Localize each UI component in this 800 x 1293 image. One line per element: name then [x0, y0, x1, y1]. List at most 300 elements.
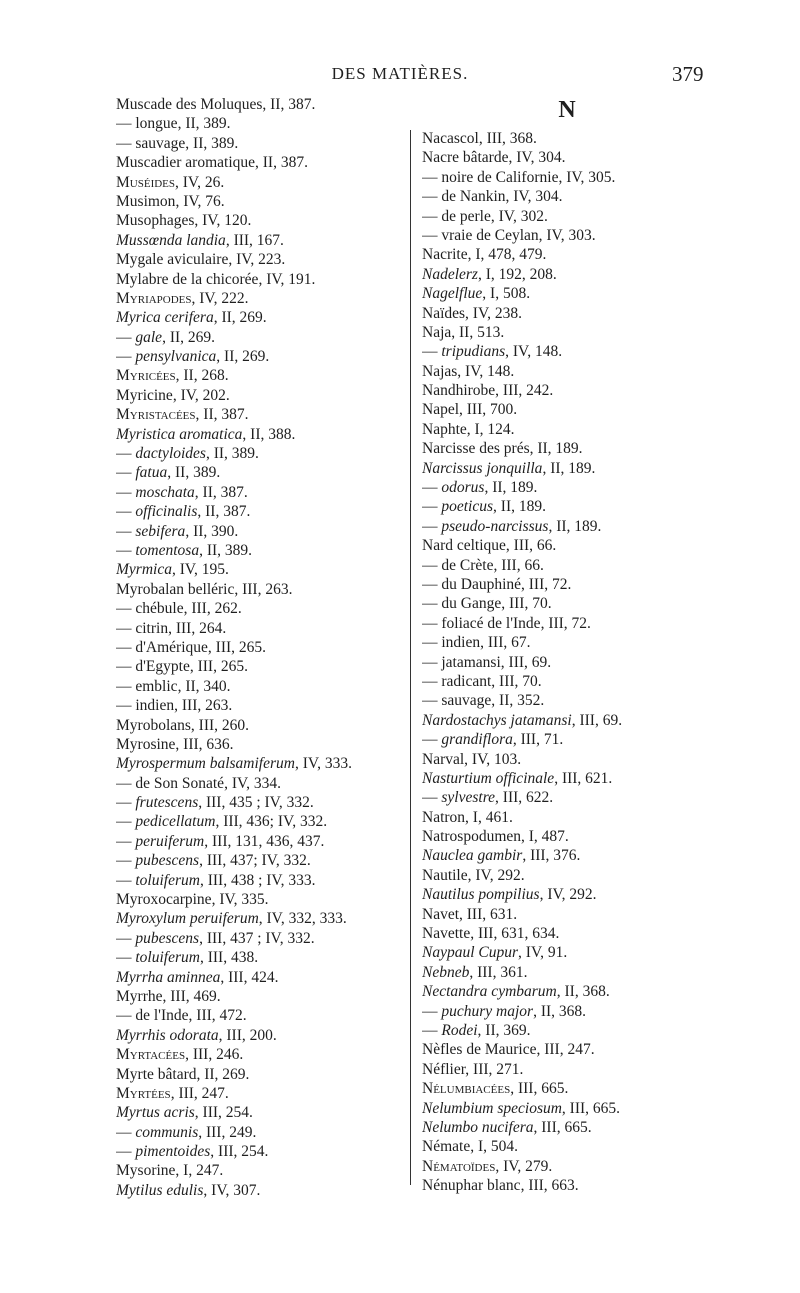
entry-term: communis	[135, 1123, 199, 1141]
entry-term: pubescens	[135, 852, 200, 870]
entry-dash: —	[116, 929, 136, 947]
entry-term: Narcisse des prés	[422, 440, 530, 458]
entry-dash: —	[116, 832, 136, 850]
index-entry	[422, 866, 712, 885]
entry-term: fatua	[135, 464, 168, 482]
entry-term: citrin	[135, 619, 169, 637]
entry-reference: , III, 700.	[459, 401, 518, 419]
entry-reference: , IV, 292.	[539, 886, 597, 904]
entry-term: Narcissus jonquilla	[422, 459, 543, 477]
entry-dash: —	[116, 677, 136, 695]
index-entry	[116, 929, 398, 948]
index-entry	[116, 696, 398, 715]
index-entry	[422, 129, 712, 148]
entry-reference: , III, 71.	[512, 731, 564, 749]
entry-dash: —	[116, 483, 136, 501]
entry-reference: , I, 192, 208.	[477, 265, 557, 283]
entry-reference: , IV, 304.	[508, 149, 566, 167]
index-entry	[116, 153, 398, 172]
entry-dash: —	[116, 697, 136, 715]
entry-dash: —	[422, 614, 442, 632]
entry-reference: , III, 247.	[170, 1084, 229, 1102]
entry-reference: , IV, 191.	[258, 270, 316, 288]
entry-term: Nèfles de Maurice	[422, 1041, 537, 1059]
entry-reference: , III, 438.	[199, 949, 259, 967]
entry-reference: , III, 376.	[522, 847, 581, 865]
entry-reference: , III, 67.	[480, 634, 531, 652]
entry-term: foliacé de l'Inde	[441, 614, 541, 632]
index-column-left	[116, 95, 398, 1200]
entry-term: vraie de Ceylan	[441, 226, 539, 244]
entry-dash: —	[116, 1123, 136, 1141]
index-entry	[116, 308, 398, 327]
entry-reference: , II, 189.	[493, 498, 546, 516]
index-entry	[422, 478, 712, 497]
running-head: DES MATIÈRES.	[331, 64, 469, 83]
entry-dash: —	[422, 731, 442, 749]
entry-reference: , III, 69.	[571, 711, 623, 729]
entry-term: puchury major	[441, 1002, 534, 1020]
index-entry	[422, 207, 712, 226]
entry-reference: , II, 368.	[533, 1002, 587, 1020]
entry-dash: —	[422, 226, 442, 244]
index-entry	[422, 711, 712, 730]
index-entry	[116, 890, 398, 909]
entry-term: d'Amérique	[135, 638, 208, 656]
entry-term: Nénuphar blanc	[422, 1177, 521, 1195]
entry-term: Myrtus acris	[116, 1104, 195, 1122]
index-entry	[116, 987, 398, 1006]
entry-reference: , IV, 148.	[457, 362, 515, 380]
entry-reference: , II, 340.	[177, 677, 231, 695]
entry-dash: —	[422, 479, 442, 497]
index-entry	[116, 483, 398, 502]
entry-term: de Son Sonaté	[135, 774, 225, 792]
index-entry	[422, 691, 712, 710]
index-entry	[422, 1079, 712, 1098]
entry-term: Nématoïdes	[422, 1157, 496, 1175]
entry-reference: , IV, 120.	[194, 212, 252, 230]
section-letter: N	[558, 97, 576, 123]
index-entry	[422, 362, 712, 381]
entry-reference: , IV, 202.	[172, 386, 230, 404]
index-entry	[116, 871, 398, 890]
index-entry	[422, 1176, 712, 1195]
entry-term: Navette	[422, 925, 471, 943]
column-divider	[410, 130, 411, 1185]
index-entry	[422, 808, 712, 827]
entry-reference: , I, 461.	[465, 808, 513, 826]
entry-dash: —	[116, 774, 136, 792]
index-entry	[116, 173, 398, 192]
entry-dash: —	[116, 600, 136, 618]
entry-term: frutescens	[135, 794, 199, 812]
entry-reference: , III, 263.	[174, 697, 233, 715]
index-entry	[116, 793, 398, 812]
index-entry	[422, 517, 712, 536]
entry-reference: , III, 665.	[561, 1099, 621, 1117]
entry-reference: , II, 189.	[484, 479, 538, 497]
index-entry	[116, 541, 398, 560]
entry-term: Myricine	[116, 386, 173, 404]
index-entry	[422, 284, 712, 303]
index-entry	[422, 614, 712, 633]
entry-reference: , II, 389.	[177, 115, 231, 133]
index-entry	[116, 1103, 398, 1122]
entry-term: pedicellatum	[135, 813, 216, 831]
entry-dash: —	[116, 522, 136, 540]
index-entry	[422, 924, 712, 943]
index-entry	[116, 270, 398, 289]
index-entry	[116, 560, 398, 579]
entry-reference: , III, 131, 436, 437.	[204, 832, 325, 850]
index-entry	[422, 168, 712, 187]
entry-term: sebifera	[135, 522, 186, 540]
entry-reference: , IV, 302.	[490, 207, 548, 225]
entry-reference: , III, 265.	[189, 658, 248, 676]
entry-reference: , I, 504.	[470, 1138, 518, 1156]
index-entry	[422, 148, 712, 167]
index-entry	[422, 905, 712, 924]
entry-term: tomentosa	[135, 541, 200, 559]
entry-term: Nandhirobe	[422, 382, 496, 400]
index-entry	[116, 328, 398, 347]
entry-term: chébule	[135, 600, 184, 618]
entry-term: Rodei	[441, 1021, 478, 1039]
index-entry	[116, 638, 398, 657]
index-entry	[116, 289, 398, 308]
entry-dash: —	[422, 556, 442, 574]
entry-term: Nectandra cymbarum	[422, 983, 557, 1001]
entry-term: de l'Inde	[135, 1007, 189, 1025]
entry-reference: , III, 264.	[168, 619, 227, 637]
entry-reference: , III, 636.	[175, 735, 234, 753]
entry-reference: , II, 189.	[529, 440, 583, 458]
entry-dash: —	[422, 575, 442, 593]
index-entry	[116, 909, 398, 928]
entry-reference: , III, 665.	[533, 1118, 592, 1136]
entry-term: sauvage	[135, 134, 186, 152]
index-entry	[116, 735, 398, 754]
index-entry	[422, 226, 712, 245]
entry-term: Myrospermum balsamiferum	[116, 755, 295, 773]
entry-dash: —	[422, 168, 442, 186]
index-entry	[422, 439, 712, 458]
entry-reference: , I, 247.	[175, 1162, 224, 1180]
entry-term: longue	[135, 115, 178, 133]
index-entry	[116, 1065, 398, 1084]
entry-term: Myrosine	[116, 735, 176, 753]
entry-dash: —	[422, 1002, 442, 1020]
index-entry	[116, 192, 398, 211]
index-entry	[422, 245, 712, 264]
index-entry	[116, 851, 398, 870]
entry-reference: , II, 387.	[194, 483, 248, 501]
entry-reference: , III, 424.	[220, 968, 279, 986]
entry-dash: —	[116, 852, 136, 870]
entry-term: sauvage	[441, 692, 492, 710]
index-entry	[422, 1002, 712, 1021]
index-entry	[422, 788, 712, 807]
entry-term: Naja	[422, 323, 452, 341]
entry-reference: , IV, 91.	[518, 944, 568, 962]
entry-dash: —	[422, 343, 442, 361]
entry-term: noire de Californie	[441, 168, 559, 186]
entry-term: Myroxylum peruiferum	[116, 910, 259, 928]
entry-dash: —	[422, 653, 442, 671]
entry-term: toluiferum	[135, 871, 200, 889]
entry-reference: , III, 437; IV, 332.	[199, 852, 311, 870]
index-entry	[422, 672, 712, 691]
entry-dash: —	[116, 794, 136, 812]
entry-term: Myrobalan belléric	[116, 580, 235, 598]
entry-term: Nauclea gambir	[422, 847, 523, 865]
entry-reference: , III, 436; IV, 332.	[215, 813, 328, 831]
entry-dash: —	[116, 115, 136, 133]
entry-term: Natron	[422, 808, 466, 826]
entry-reference: , III, 665.	[510, 1080, 569, 1098]
entry-term: Myrica cerifera	[116, 309, 214, 327]
index-entry	[422, 187, 712, 206]
entry-reference: , II, 269.	[216, 348, 270, 366]
entry-dash: —	[116, 658, 136, 676]
index-entry	[116, 211, 398, 230]
entry-reference: , II, 387.	[255, 154, 308, 172]
entry-reference: , III, 70.	[501, 595, 552, 613]
entry-term: Musophages	[116, 212, 195, 230]
entry-dash: —	[422, 789, 442, 807]
entry-term: Nacre bâtarde	[422, 149, 509, 167]
index-entry	[116, 968, 398, 987]
entry-reference: , III, 242.	[495, 382, 554, 400]
index-entry	[422, 633, 712, 652]
entry-reference: , II, 513.	[451, 323, 505, 341]
index-entry	[422, 1021, 712, 1040]
entry-dash: —	[422, 1021, 442, 1039]
entry-term: Najas	[422, 362, 458, 380]
entry-term: indien	[441, 634, 481, 652]
entry-dash: —	[422, 498, 442, 516]
entry-reference: , IV, 222.	[191, 289, 249, 307]
index-entry	[116, 832, 398, 851]
entry-reference: , III, 247.	[536, 1041, 595, 1059]
index-entry	[422, 750, 712, 769]
entry-reference: , III, 254.	[194, 1104, 253, 1122]
entry-term: Muscadier aromatique	[116, 154, 256, 172]
entry-reference: , I, 508.	[482, 285, 531, 303]
entry-dash: —	[116, 503, 136, 521]
index-entry	[422, 1157, 712, 1176]
entry-dash: —	[116, 541, 136, 559]
entry-term: Nautile	[422, 866, 468, 884]
entry-term: Mussœnda landia	[116, 231, 226, 249]
index-entry	[422, 943, 712, 962]
entry-reference: , III, 271.	[465, 1060, 524, 1078]
entry-term: Musimon	[116, 192, 176, 210]
index-entry	[116, 1142, 398, 1161]
entry-reference: , III, 621.	[554, 769, 613, 787]
index-entry	[116, 347, 398, 366]
entry-reference: , III, 361.	[469, 963, 528, 981]
entry-dash: —	[116, 1007, 136, 1025]
entry-reference: , IV, 307.	[203, 1181, 261, 1199]
entry-reference: , I, 124.	[466, 420, 515, 438]
index-entry	[422, 497, 712, 516]
entry-term: Myrrha aminnea	[116, 968, 221, 986]
entry-term: Myriapodes	[116, 289, 192, 307]
entry-reference: , II, 387.	[262, 96, 316, 113]
entry-dash: —	[116, 328, 136, 346]
entry-term: Mygale aviculaire	[116, 251, 229, 269]
entry-term: de Crète	[441, 556, 494, 574]
index-entry	[422, 420, 712, 439]
entry-reference: , II, 269.	[162, 328, 216, 346]
index-entry	[116, 812, 398, 831]
entry-term: tripudians	[441, 343, 506, 361]
index-entry	[116, 754, 398, 773]
entry-reference: , III, 663.	[520, 1177, 579, 1195]
index-entry	[116, 774, 398, 793]
entry-dash: —	[422, 692, 442, 710]
index-entry	[422, 381, 712, 400]
entry-term: gale	[135, 328, 163, 346]
entry-term: du Gange	[441, 595, 502, 613]
entry-term: Myristacées	[116, 406, 196, 424]
index-entry	[116, 677, 398, 696]
index-entry	[422, 982, 712, 1001]
entry-dash: —	[116, 134, 136, 152]
index-entry	[116, 1045, 398, 1064]
index-entry	[116, 114, 398, 133]
entry-reference: , II, 352.	[491, 692, 545, 710]
entry-term: Myrmica	[116, 561, 172, 579]
entry-dash: —	[116, 813, 136, 831]
index-entry	[116, 502, 398, 521]
entry-reference: , IV, 279.	[495, 1157, 553, 1175]
entry-reference: , III, 200.	[218, 1026, 277, 1044]
entry-reference: , III, 368.	[478, 130, 537, 147]
entry-reference: , III, 260.	[190, 716, 250, 734]
entry-dash: —	[116, 871, 136, 889]
entry-reference: , IV, 195.	[171, 561, 229, 579]
entry-term: officinalis	[135, 503, 198, 521]
entry-reference: , III, 435 ; IV, 332.	[198, 794, 314, 812]
index-entry	[116, 716, 398, 735]
entry-term: Navet	[422, 905, 460, 923]
index-entry	[116, 366, 398, 385]
entry-reference: , III, 66.	[493, 556, 544, 574]
entry-reference: , II, 389.	[185, 134, 239, 152]
index-column-right	[422, 95, 712, 1195]
entry-reference: , II, 368.	[556, 983, 610, 1001]
index-entry	[116, 1026, 398, 1045]
entry-reference: , IV, 26.	[175, 173, 225, 191]
entry-term: Myricées	[116, 367, 176, 385]
entry-reference: , II, 268.	[175, 367, 229, 385]
entry-term: de perle	[441, 207, 491, 225]
entry-reference: , III, 622.	[495, 789, 554, 807]
index-entry	[116, 463, 398, 482]
entry-term: moschata	[135, 483, 195, 501]
index-entry	[116, 619, 398, 638]
index-entry	[116, 599, 398, 618]
entry-term: pubescens	[135, 929, 200, 947]
entry-term: Némate	[422, 1138, 471, 1156]
index-entry	[116, 386, 398, 405]
entry-reference: , I, 478, 479.	[467, 246, 547, 264]
entry-reference: , III, 472.	[188, 1007, 247, 1025]
entry-reference: , III, 69.	[500, 653, 552, 671]
entry-reference: , IV, 292.	[467, 866, 525, 884]
entry-reference: , III, 263.	[234, 580, 293, 598]
entry-reference: , IV, 333.	[294, 755, 352, 773]
entry-reference: , II, 389.	[167, 464, 221, 482]
index-entry	[116, 1084, 398, 1103]
entry-reference: , III, 631.	[459, 905, 518, 923]
entry-dash: —	[116, 638, 136, 656]
index-entry	[422, 730, 712, 749]
index-entry	[422, 885, 712, 904]
entry-dash: —	[116, 348, 136, 366]
entry-term: Natrospodumen	[422, 828, 522, 846]
entry-reference: , III, 438 ; IV, 333.	[199, 871, 316, 889]
entry-term: grandiflora	[441, 731, 513, 749]
entry-term: sylvestre	[441, 789, 496, 807]
entry-term: emblic	[135, 677, 178, 695]
entry-term: odorus	[441, 479, 485, 497]
entry-reference: , II, 189.	[548, 517, 602, 535]
entry-reference: , III, 631, 634.	[470, 925, 560, 943]
entry-term: Nasturtium officinale	[422, 769, 555, 787]
index-entry	[116, 1006, 398, 1025]
entry-term: Nelumbo nucifera	[422, 1118, 534, 1136]
entry-term: Myrobolans	[116, 716, 191, 734]
index-entry	[116, 231, 398, 250]
entry-dash: —	[422, 517, 442, 535]
entry-term: Myristica aromatica	[116, 425, 243, 443]
entry-reference: , I, 487.	[521, 828, 569, 846]
index-entry	[116, 250, 398, 269]
entry-reference: , III, 249.	[198, 1123, 257, 1141]
entry-term: dactyloides	[135, 445, 206, 463]
entry-reference: , III, 66.	[505, 537, 557, 555]
entry-term: Nelumbium speciosum	[422, 1099, 562, 1117]
entry-dash: —	[422, 207, 442, 225]
entry-reference: , IV, 335.	[211, 891, 269, 909]
entry-dash: —	[116, 949, 136, 967]
entry-term: Myrtées	[116, 1084, 171, 1102]
entry-term: Nardostachys jatamansi	[422, 711, 572, 729]
entry-term: Naypaul Cupur	[422, 944, 519, 962]
index-entry	[116, 580, 398, 599]
entry-dash: —	[116, 445, 136, 463]
entry-reference: , IV, 103.	[464, 750, 522, 768]
entry-dash: —	[116, 619, 136, 637]
entry-term: Myrte bâtard	[116, 1065, 197, 1083]
page-number: 379	[672, 62, 704, 86]
entry-reference: , II, 387.	[195, 406, 249, 424]
entry-reference: , III, 254.	[210, 1143, 269, 1161]
index-entry	[422, 342, 712, 361]
entry-dash: —	[116, 1143, 136, 1161]
entry-reference: , II, 369.	[477, 1021, 531, 1039]
index-entry	[116, 1123, 398, 1142]
index-entry	[422, 1099, 712, 1118]
entry-dash: —	[422, 634, 442, 652]
entry-term: Mylabre de la chicorée	[116, 270, 259, 288]
entry-term: pensylvanica	[135, 348, 217, 366]
index-entry	[116, 657, 398, 676]
